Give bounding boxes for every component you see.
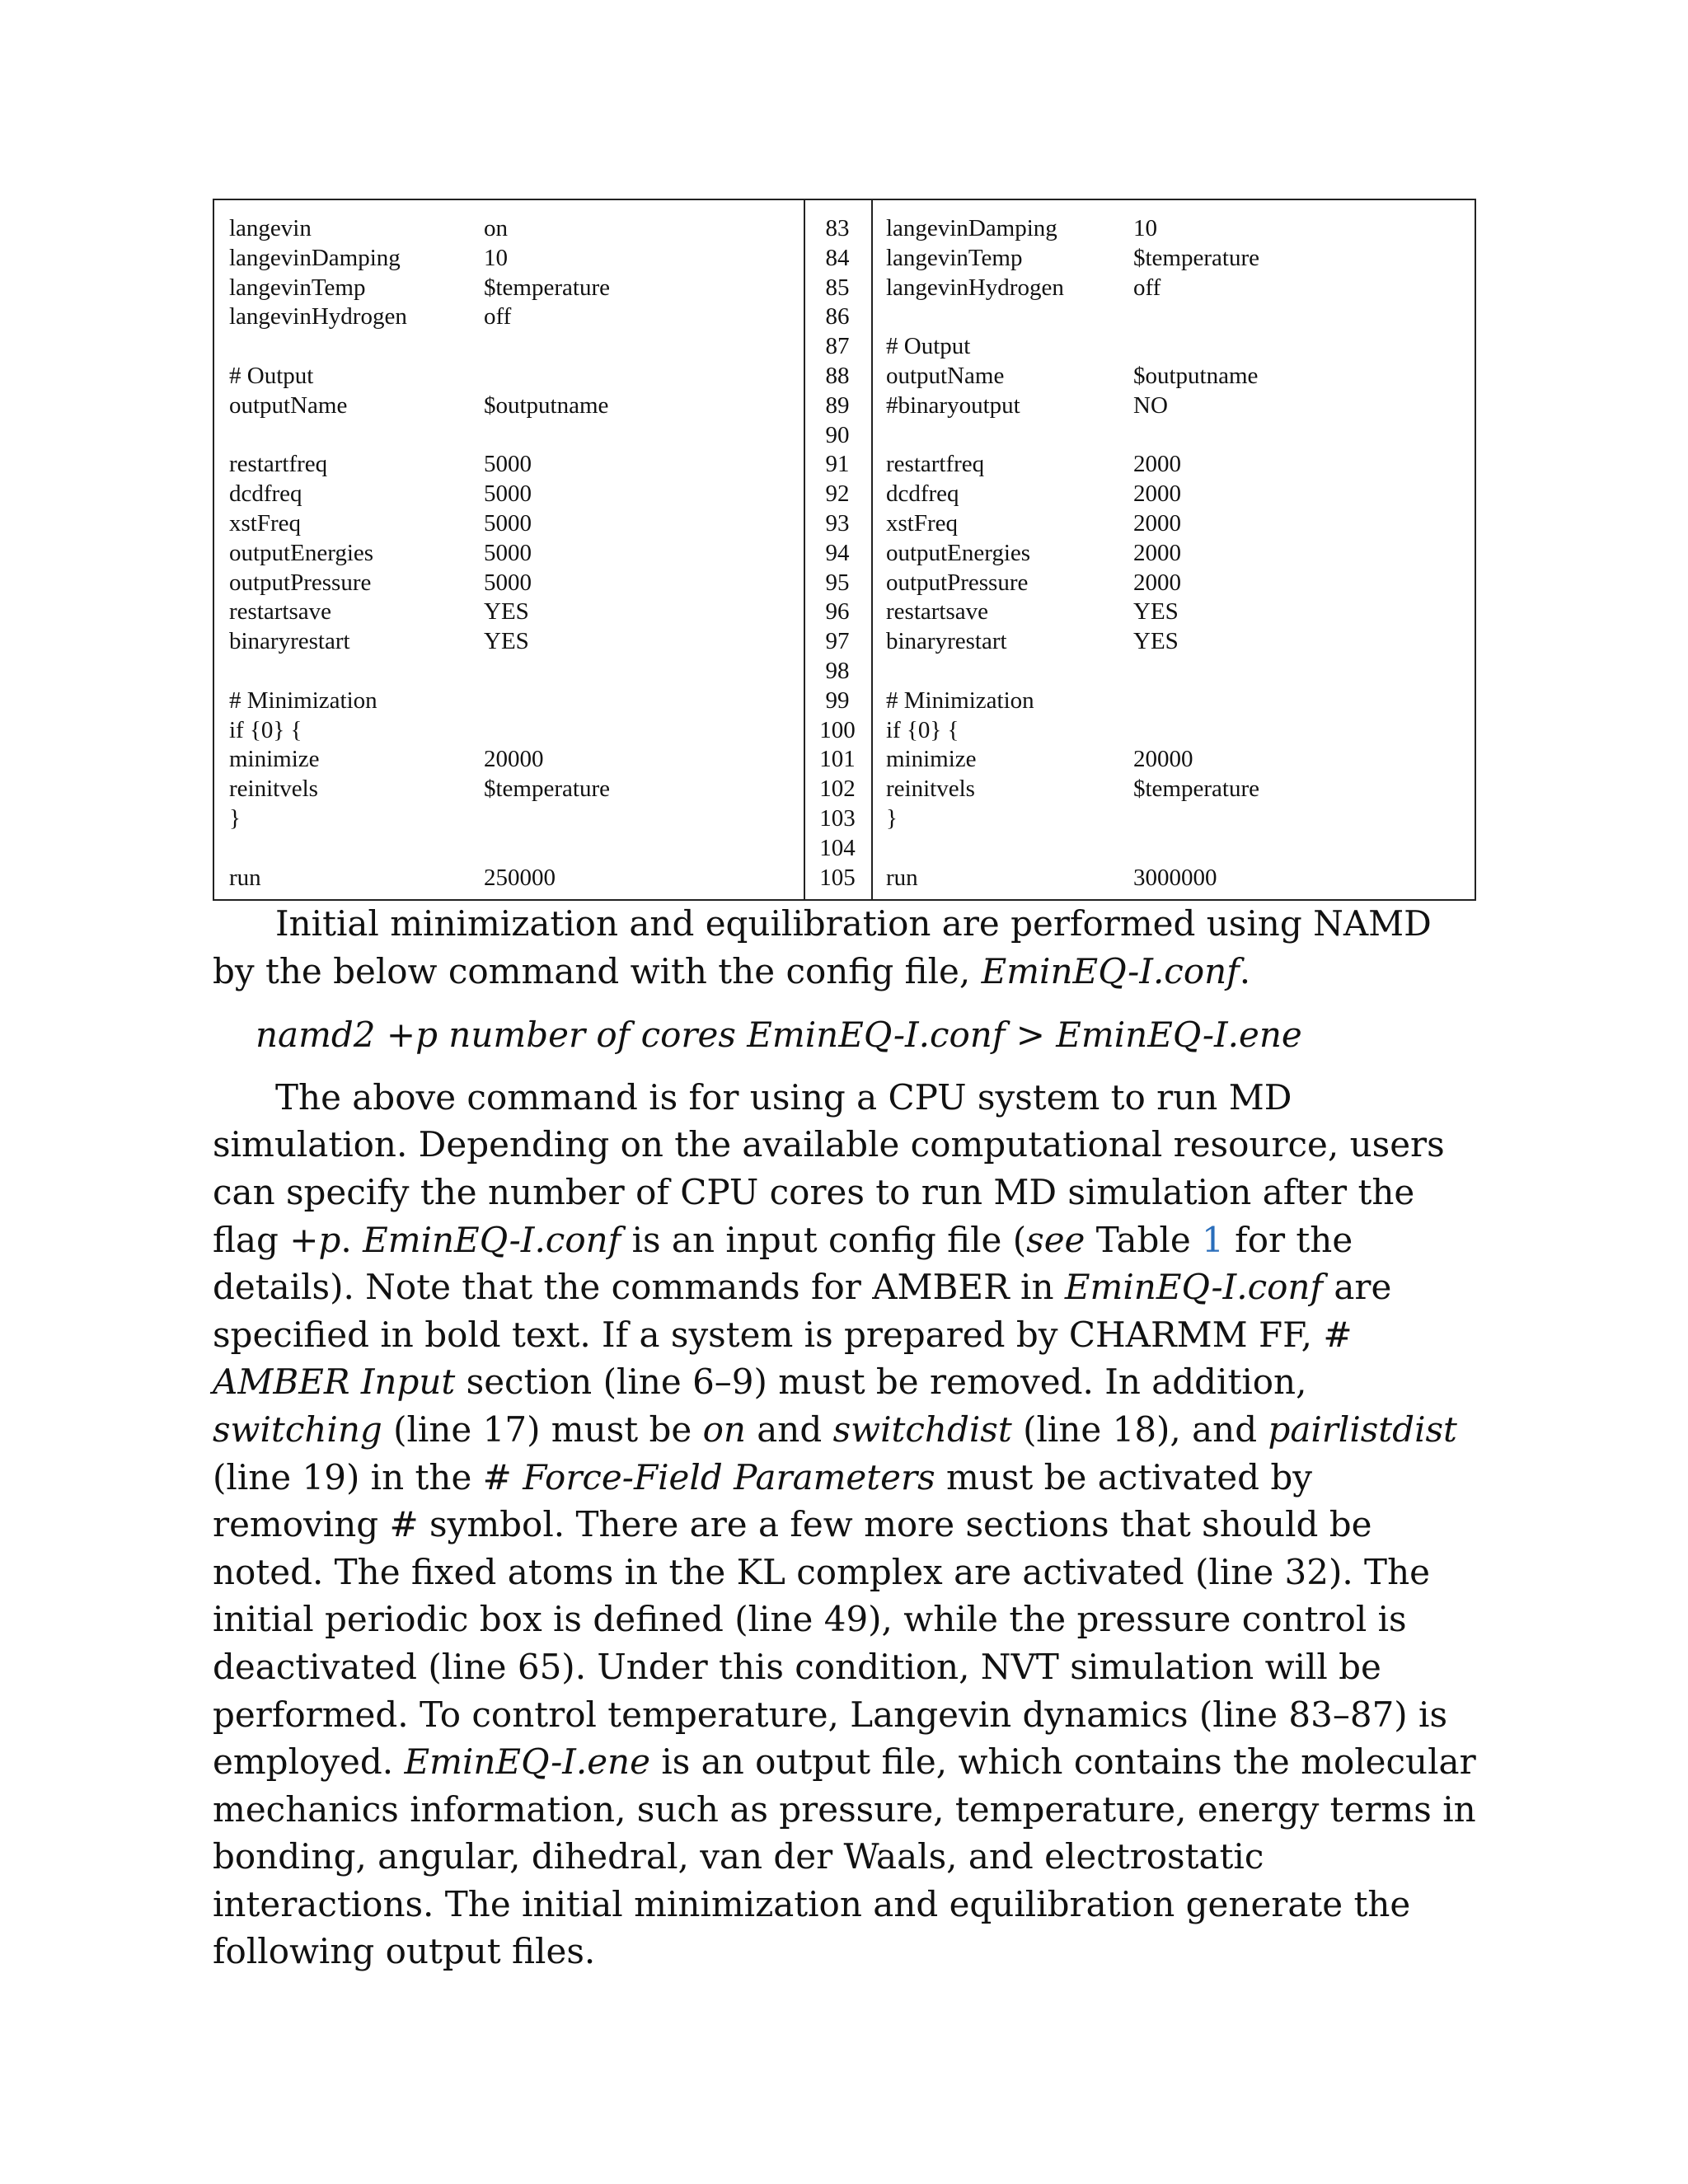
line-number: 89 xyxy=(825,391,850,419)
config-key: } xyxy=(886,804,898,832)
config-value: $temperature xyxy=(484,776,610,803)
line-number-row xyxy=(804,627,871,657)
config-row xyxy=(214,274,804,303)
config-value: $temperature xyxy=(1133,244,1259,271)
line-number-row xyxy=(804,775,871,804)
line-number: 87 xyxy=(825,333,850,360)
config-row xyxy=(871,539,1475,569)
line-number: 94 xyxy=(825,539,850,566)
config-key: xstFreq xyxy=(886,509,958,537)
config-value: NO xyxy=(1133,391,1168,419)
config-key: langevin xyxy=(229,215,312,241)
config-row xyxy=(214,244,804,274)
config-value: 2000 xyxy=(1133,569,1181,596)
line-number: 102 xyxy=(819,776,856,803)
line-number: 83 xyxy=(825,215,850,241)
config-value: 20000 xyxy=(1133,746,1193,773)
config-row xyxy=(871,244,1475,274)
config-key: dcdfreq xyxy=(886,480,959,508)
config-row xyxy=(214,745,804,775)
explanation-paragraph: The above command is for using a CPU system to run MD simulation. Depending on the available computational resource, users can specify the number of CPU cores to run MD simulation after the flag +p. EminEQ-I.conf is an input config file (see Table 1 for the details). Note that the commands for AMBER in EminEQ-I.conf are specified in bold text. If a system is prepared by CHARMM FF, # AMBER Input section (line 6–9) must be removed. In addition, switching (line 17) must be on and switchdist (line 18), and pairlistdist (line 19) in the # Force-Field Parameters must be activated by removing # symbol. There are a few more sections that should be noted. The fixed atoms in the KL complex are activated (line 32). The initial periodic box is defined (line 49), while the pressure control is deactivated (line 65). Under this condition, NVT simulation will be performed. To control temperature, Langevin dynamics (line 83–87) is employed. EminEQ-I.ene is an output file, which contains the molecular mechanics information, such as pressure, temperature, energy terms in bonding, angular, dihedral, van der Waals, and electrostatic interactions. The initial minimization and equilibration generate the following output files. xyxy=(213,1076,1476,1972)
config-key: # Output xyxy=(886,333,971,360)
config-key: outputPressure xyxy=(886,569,1029,596)
config-key: langevinTemp xyxy=(229,274,366,301)
config-row xyxy=(214,450,804,480)
config-key: langevinDamping xyxy=(886,215,1057,241)
config-value: $outputname xyxy=(1133,362,1259,389)
line-number-row xyxy=(804,598,871,627)
line-number: 101 xyxy=(819,746,856,773)
body-text xyxy=(213,900,1482,1975)
config-key: run xyxy=(229,864,261,891)
config-key: if {0} { xyxy=(229,716,302,743)
config-row xyxy=(214,391,804,421)
config-row xyxy=(871,627,1475,657)
config-key: outputEnergies xyxy=(229,539,374,566)
config-value: 3000000 xyxy=(1133,864,1217,891)
config-row xyxy=(214,598,804,627)
config-row xyxy=(871,421,1475,451)
config-key: if {0} { xyxy=(886,716,959,743)
line-number-row xyxy=(804,716,871,746)
config-key: # Output xyxy=(229,362,314,389)
line-number: 104 xyxy=(819,834,856,861)
config-key: # Minimization xyxy=(229,687,377,714)
line-number: 99 xyxy=(825,687,850,714)
line-number-row xyxy=(804,244,871,274)
config-key: outputPressure xyxy=(229,569,372,596)
line-number-row xyxy=(804,391,871,421)
line-number-row xyxy=(804,214,871,244)
config-key: outputEnergies xyxy=(886,539,1031,566)
config-row xyxy=(871,745,1475,775)
conf-file-name: EminEQ-I.conf xyxy=(981,950,1240,991)
config-row xyxy=(871,775,1475,804)
config-key: minimize xyxy=(229,746,320,773)
line-number-row xyxy=(804,362,871,391)
config-row xyxy=(214,804,804,834)
config-value: $outputname xyxy=(484,391,609,419)
line-number-row xyxy=(804,834,871,864)
config-value: off xyxy=(484,303,512,330)
config-value: $temperature xyxy=(484,274,610,301)
config-row xyxy=(871,716,1475,746)
config-row xyxy=(214,687,804,716)
config-row xyxy=(871,509,1475,539)
config-key: outputName xyxy=(886,362,1005,389)
config-value: 5000 xyxy=(484,539,532,566)
config-row xyxy=(871,687,1475,716)
config-row xyxy=(214,302,804,332)
config-value: YES xyxy=(484,628,529,655)
config-row xyxy=(871,450,1475,480)
config-row xyxy=(871,214,1475,244)
config-key: langevinHydrogen xyxy=(886,274,1064,301)
config-value: 5000 xyxy=(484,480,532,508)
config-row xyxy=(871,598,1475,627)
config-row xyxy=(214,657,804,687)
table-reference-link[interactable]: 1 xyxy=(1202,1219,1224,1260)
line-number: 103 xyxy=(819,804,856,832)
line-number: 97 xyxy=(825,628,850,655)
line-number: 90 xyxy=(825,421,850,448)
config-left-column xyxy=(214,200,805,899)
config-row xyxy=(871,362,1475,391)
config-key: outputName xyxy=(229,391,348,419)
line-number: 86 xyxy=(825,303,850,330)
config-value: 2000 xyxy=(1133,509,1181,537)
config-row xyxy=(214,716,804,746)
config-value: on xyxy=(484,215,508,241)
line-number-row xyxy=(804,421,871,451)
config-value: YES xyxy=(484,598,529,626)
line-number-row xyxy=(804,657,871,687)
config-row xyxy=(214,864,804,893)
config-row xyxy=(871,332,1475,362)
line-number-row xyxy=(804,804,871,834)
config-table xyxy=(213,199,1476,901)
config-row xyxy=(214,214,804,244)
config-value: 20000 xyxy=(484,746,544,773)
line-number: 96 xyxy=(825,598,850,626)
line-number-row xyxy=(804,509,871,539)
config-value: YES xyxy=(1133,628,1179,655)
config-row xyxy=(214,834,804,864)
config-value: 5000 xyxy=(484,509,532,537)
line-number-row xyxy=(804,332,871,362)
line-number-row xyxy=(804,745,871,775)
line-number: 98 xyxy=(825,657,850,684)
intro-paragraph: Initial minimization and equilibration are performed using NAMD by the below command with the config file, EminEQ-I.conf. xyxy=(213,903,1432,991)
config-key: restartfreq xyxy=(886,451,985,478)
line-number: 88 xyxy=(825,362,850,389)
line-number: 91 xyxy=(825,451,850,478)
line-number: 92 xyxy=(825,480,850,508)
config-value: 2000 xyxy=(1133,539,1181,566)
config-row xyxy=(871,302,1475,332)
config-key: #binaryoutput xyxy=(886,391,1020,419)
config-row xyxy=(214,509,804,539)
config-key: restartsave xyxy=(229,598,331,626)
config-value: 2000 xyxy=(1133,480,1181,508)
config-value: YES xyxy=(1133,598,1179,626)
config-key: reinitvels xyxy=(229,776,318,803)
config-row xyxy=(214,569,804,598)
line-number-row xyxy=(804,480,871,509)
config-row xyxy=(871,480,1475,509)
config-row xyxy=(214,421,804,451)
line-number-row xyxy=(804,569,871,598)
config-row xyxy=(871,804,1475,834)
config-value: 250000 xyxy=(484,864,556,891)
config-key: xstFreq xyxy=(229,509,301,537)
config-key: langevinTemp xyxy=(886,244,1023,271)
line-number: 84 xyxy=(825,244,850,271)
namd-command: namd2 +p number of cores EminEQ-I.conf > EminEQ-I.ene xyxy=(256,1015,1302,1056)
line-number-row xyxy=(804,687,871,716)
config-row xyxy=(871,569,1475,598)
config-row xyxy=(214,332,804,362)
config-row xyxy=(214,627,804,657)
config-row xyxy=(214,539,804,569)
config-key: langevinHydrogen xyxy=(229,303,407,330)
config-row xyxy=(871,834,1475,864)
config-row xyxy=(214,775,804,804)
config-key: restartsave xyxy=(886,598,988,626)
config-value: 5000 xyxy=(484,451,532,478)
config-key: langevinDamping xyxy=(229,244,401,271)
config-key: restartfreq xyxy=(229,451,328,478)
line-number-row xyxy=(804,539,871,569)
config-key: binaryrestart xyxy=(229,628,350,655)
line-number: 100 xyxy=(819,716,856,743)
config-key: run xyxy=(886,864,918,891)
config-value: 10 xyxy=(484,244,508,271)
config-right-column xyxy=(871,200,1475,899)
line-number-column xyxy=(804,200,873,899)
config-value: 2000 xyxy=(1133,451,1181,478)
config-key: binaryrestart xyxy=(886,628,1007,655)
config-value: 10 xyxy=(1133,215,1157,241)
config-row xyxy=(871,864,1475,893)
line-number: 95 xyxy=(825,569,850,596)
config-value: off xyxy=(1133,274,1161,301)
config-key: } xyxy=(229,804,241,832)
config-value: 5000 xyxy=(484,569,532,596)
line-number: 93 xyxy=(825,509,850,537)
line-number-row xyxy=(804,302,871,332)
config-key: reinitvels xyxy=(886,776,975,803)
config-row xyxy=(871,274,1475,303)
config-row xyxy=(214,362,804,391)
config-row xyxy=(871,391,1475,421)
config-row xyxy=(871,657,1475,687)
config-value: $temperature xyxy=(1133,776,1259,803)
line-number: 105 xyxy=(819,864,856,891)
line-number-row xyxy=(804,274,871,303)
line-number: 85 xyxy=(825,274,850,301)
config-key: dcdfreq xyxy=(229,480,302,508)
config-row xyxy=(214,480,804,509)
config-key: minimize xyxy=(886,746,977,773)
line-number-row xyxy=(804,450,871,480)
line-number-row xyxy=(804,864,871,893)
config-key: # Minimization xyxy=(886,687,1034,714)
